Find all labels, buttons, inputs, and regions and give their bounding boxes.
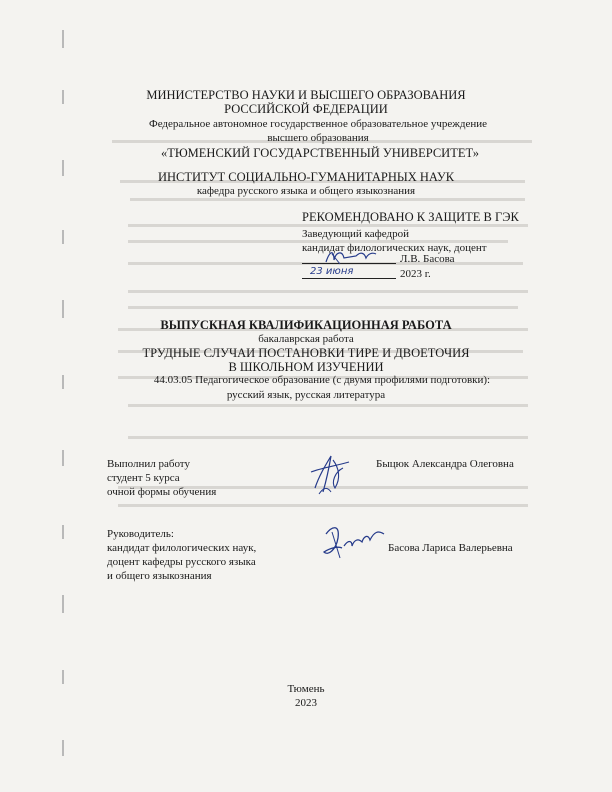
supervisor-label-1: Руководитель:: [107, 528, 174, 540]
department-name: кафедра русского языка и общего языкознания: [196, 185, 416, 197]
handwritten-date: 23 июня: [310, 266, 354, 277]
ministry-line-2: РОССИЙСКОЙ ФЕДЕРАЦИИ: [224, 102, 388, 116]
supervisor-name: Басова Лариса Валерьевна: [388, 542, 513, 554]
approval-date-line: [302, 278, 396, 279]
supervisor-label-3: доцент кафедры русского языка: [107, 556, 256, 568]
supervisor-label-2: кандидат филологических наук,: [107, 542, 257, 554]
author-signature: [305, 448, 355, 498]
author-name: Быцюк Александра Олеговна: [376, 458, 514, 470]
ministry-line-1: МИНИСТЕРСТВО НАУКИ И ВЫСШЕГО ОБРАЗОВАНИЯ: [146, 88, 466, 102]
approval-head-name: Л.В. Басова: [400, 253, 455, 265]
work-level: бакалаврская работа: [258, 333, 354, 345]
supervisor-signature: [318, 518, 390, 564]
footer-year: 2023: [295, 697, 317, 709]
institution-line-2: высшего образования: [267, 132, 369, 144]
head-signature: [322, 246, 378, 268]
program-line-2: русский язык, русская литература: [226, 389, 386, 401]
institution-line-1: Федеральное автономное государственное образовательное учреждение: [149, 118, 487, 130]
author-label-3: очной формы обучения: [107, 486, 217, 498]
author-label-1: Выполнил работу: [107, 458, 190, 470]
university-name: «ТЮМЕНСКИЙ ГОСУДАРСТВЕННЫЙ УНИВЕРСИТЕТ»: [160, 146, 480, 160]
approval-year: 2023 г.: [400, 268, 431, 280]
supervisor-label-4: и общего языкознания: [107, 570, 212, 582]
approval-head-label: Заведующий кафедрой: [302, 228, 409, 240]
work-title-line-1: ТРУДНЫЕ СЛУЧАИ ПОСТАНОВКИ ТИРЕ И ДВОЕТОЧИЯ: [142, 346, 470, 360]
author-label-2: студент 5 курса: [107, 472, 180, 484]
institute-name: ИНСТИТУТ СОЦИАЛЬНО-ГУМАНИТАРНЫХ НАУК: [157, 170, 455, 184]
work-title-line-2: В ШКОЛЬНОМ ИЗУЧЕНИИ: [228, 360, 384, 374]
program-line-1: 44.03.05 Педагогическое образование (с двумя профилями подготовки):: [153, 374, 491, 386]
footer-city: Тюмень: [287, 683, 325, 695]
approval-title: РЕКОМЕНДОВАНО К ЗАЩИТЕ В ГЭК: [302, 210, 519, 224]
work-type: ВЫПУСКНАЯ КВАЛИФИКАЦИОННАЯ РАБОТА: [160, 318, 452, 332]
approval-head-degree: кандидат филологических наук, доцент: [302, 242, 487, 254]
